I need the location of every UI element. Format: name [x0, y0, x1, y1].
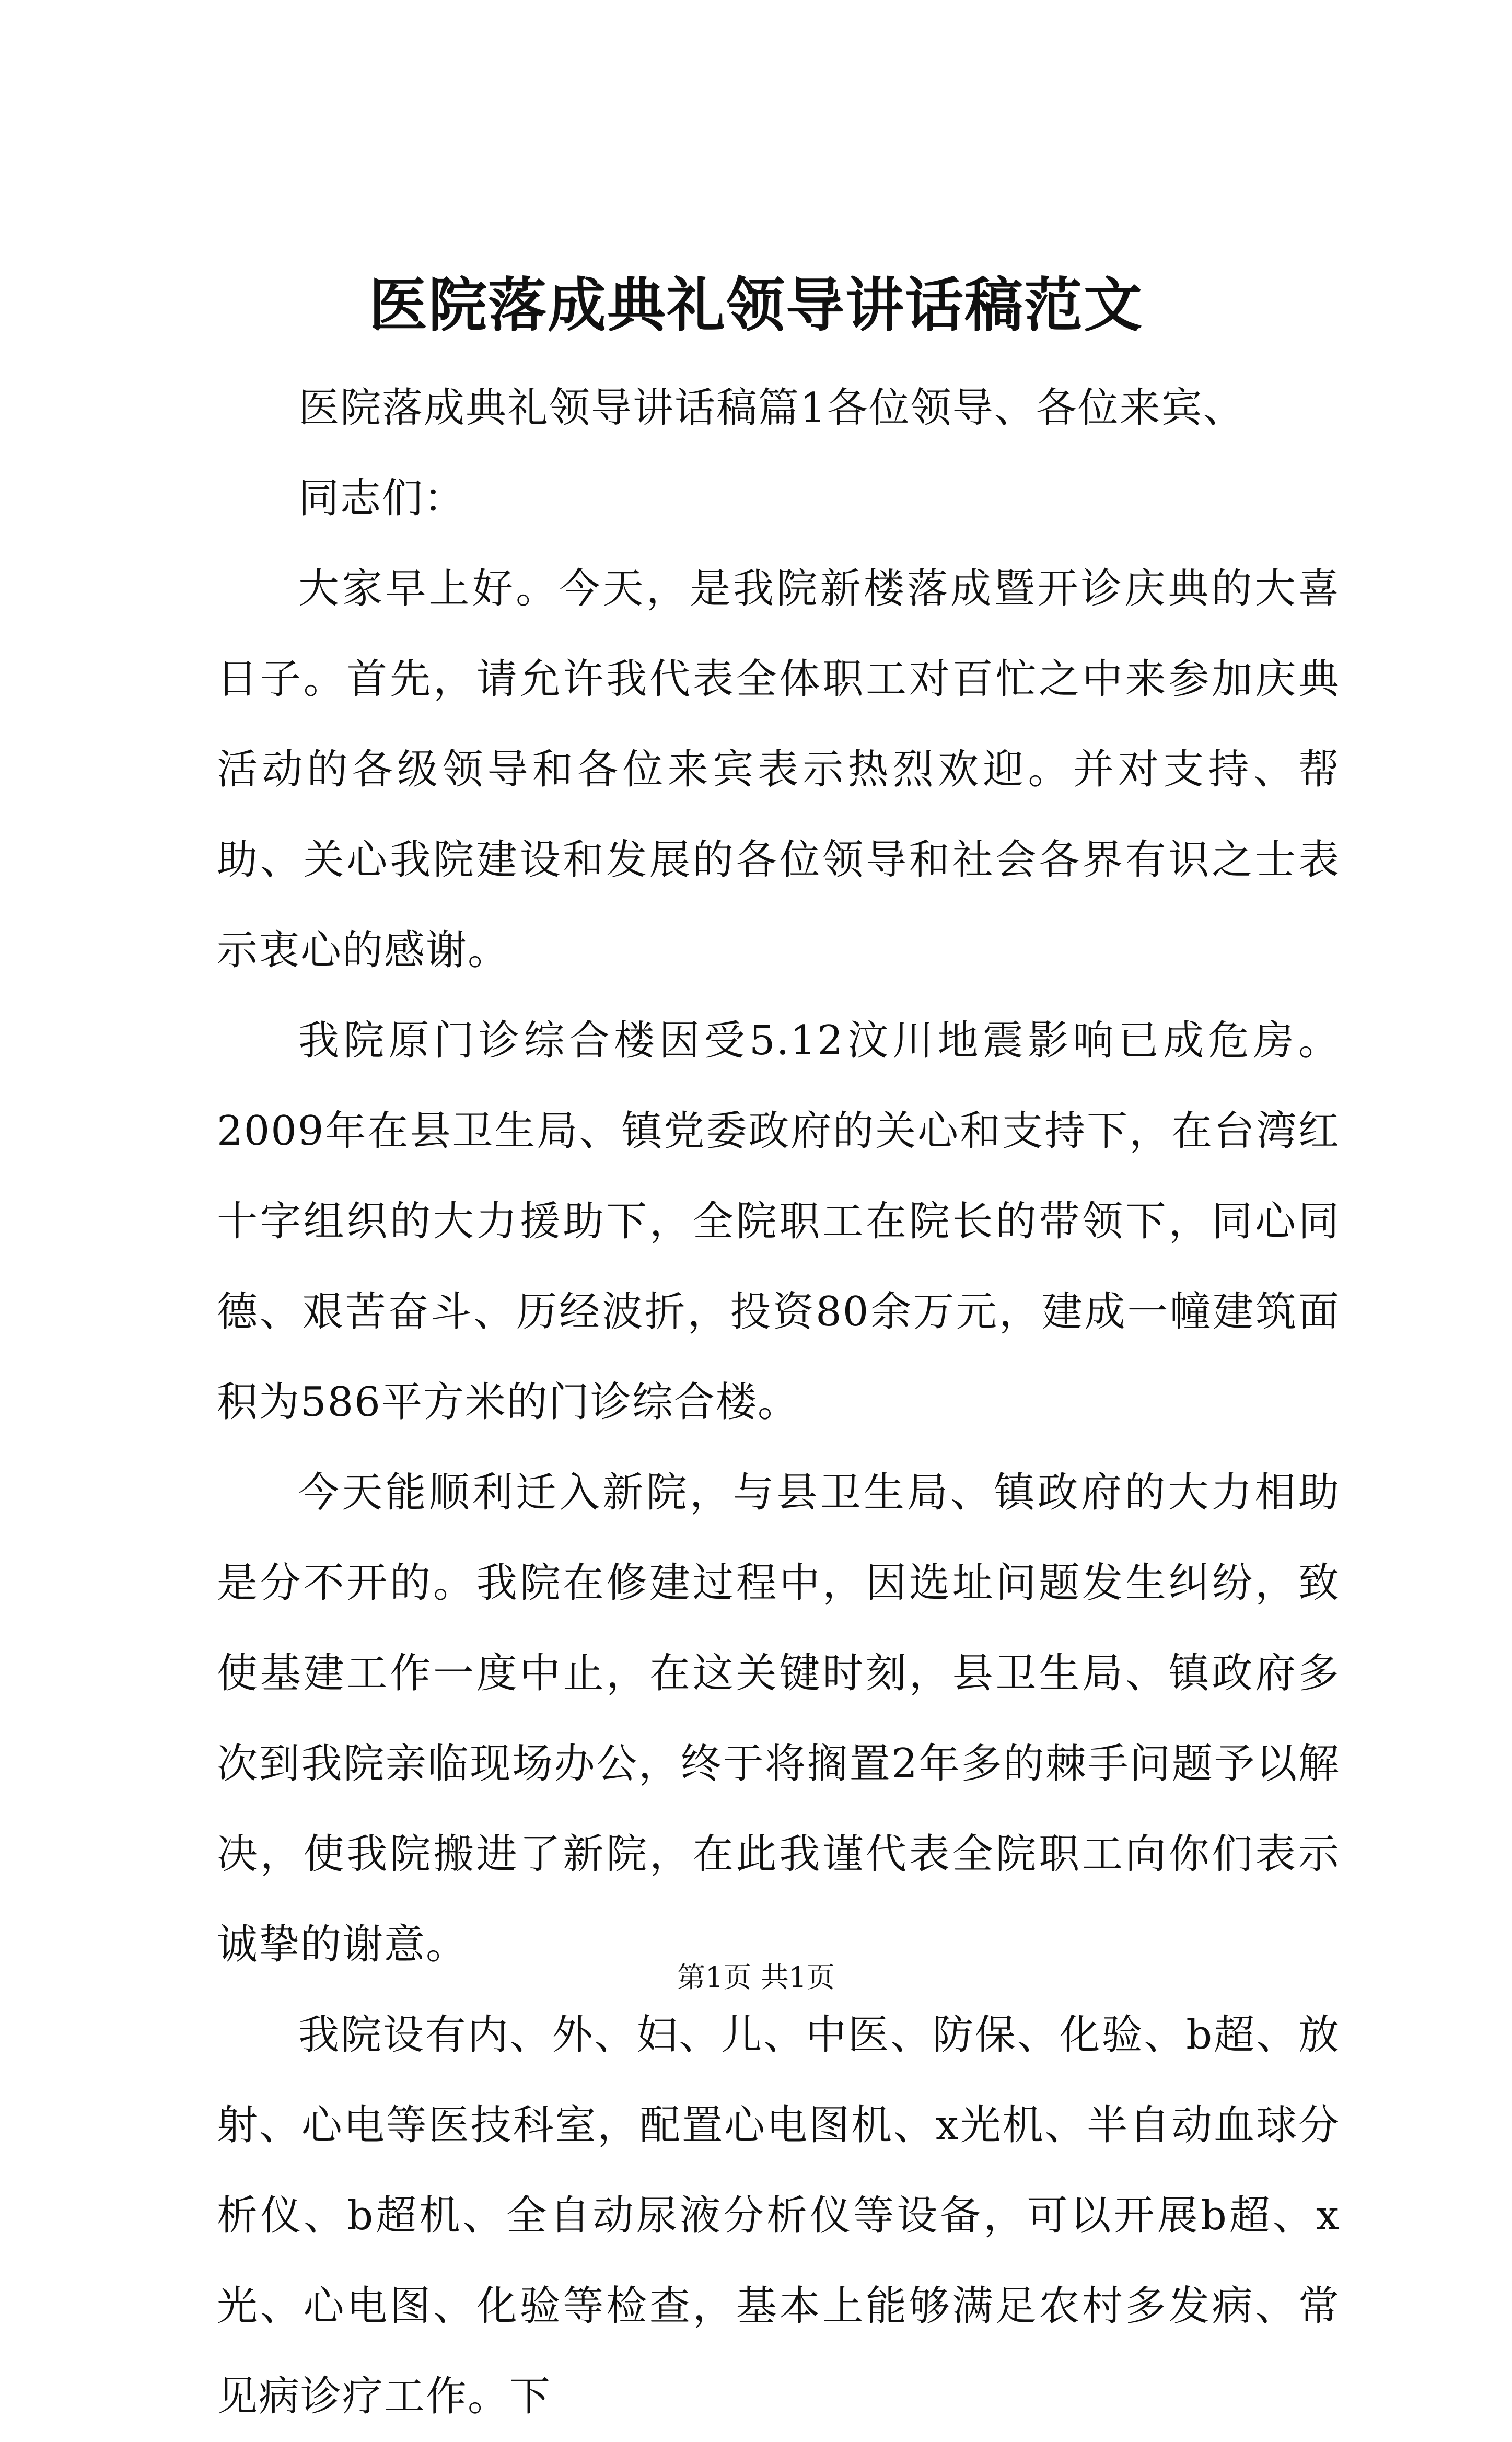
- paragraph-3: 大家早上好。今天，是我院新楼落成暨开诊庆典的大喜日子。首先，请允许我代表全体职工对百忙之中来参加庆典活动的各级领导和各位来宾表示热烈欢迎。并对支持、帮助、关心我院建设和发展的各位领导和社会各界有识之士表示衷心的感谢。: [217, 565, 1340, 974]
- paragraph-6: 我院设有内、外、妇、儿、中医、防保、化验、b超、放射、心电等医技科室，配置心电图机、x光机、半自动血球分析仪、b超机、全自动尿液分析仪等设备，可以开展b超、x光、心电图、化验等检查，基本上能够满足农村多发病、常见病诊疗工作。下: [217, 2011, 1340, 2420]
- document-title: 医院落成典礼领导讲话稿范文: [369, 271, 1143, 340]
- paragraph-1: 医院落成典礼领导讲话稿篇1各位领导、各位来宾、: [298, 385, 1245, 432]
- document-body: [217, 363, 1340, 2442]
- paragraph-2: 同志们：: [298, 475, 466, 522]
- page-footer: 第1页 共1页: [677, 1961, 835, 1994]
- paragraph-4: 我院原门诊综合楼因受5.12汶川地震影响已成危房。2009年在县卫生局、镇党委政府的关心和支持下，在台湾红十字组织的大力援助下，全院职工在院长的带领下，同心同德、艰苦奋斗、历经波折，投资80余万元，建成一幢建筑面积为586平方米的门诊综合楼。: [217, 1017, 1340, 1426]
- paragraph-5: 今天能顺利迁入新院，与县卫生局、镇政府的大力相助是分不开的。我院在修建过程中，因选址问题发生纠纷，致使基建工作一度中止，在这关键时刻，县卫生局、镇政府多次到我院亲临现场办公，终于将搁置2年多的棘手问题予以解决，使我院搬进了新院，在此我谨代表全院职工向你们表示诚挚的谢意。: [217, 1469, 1340, 1968]
